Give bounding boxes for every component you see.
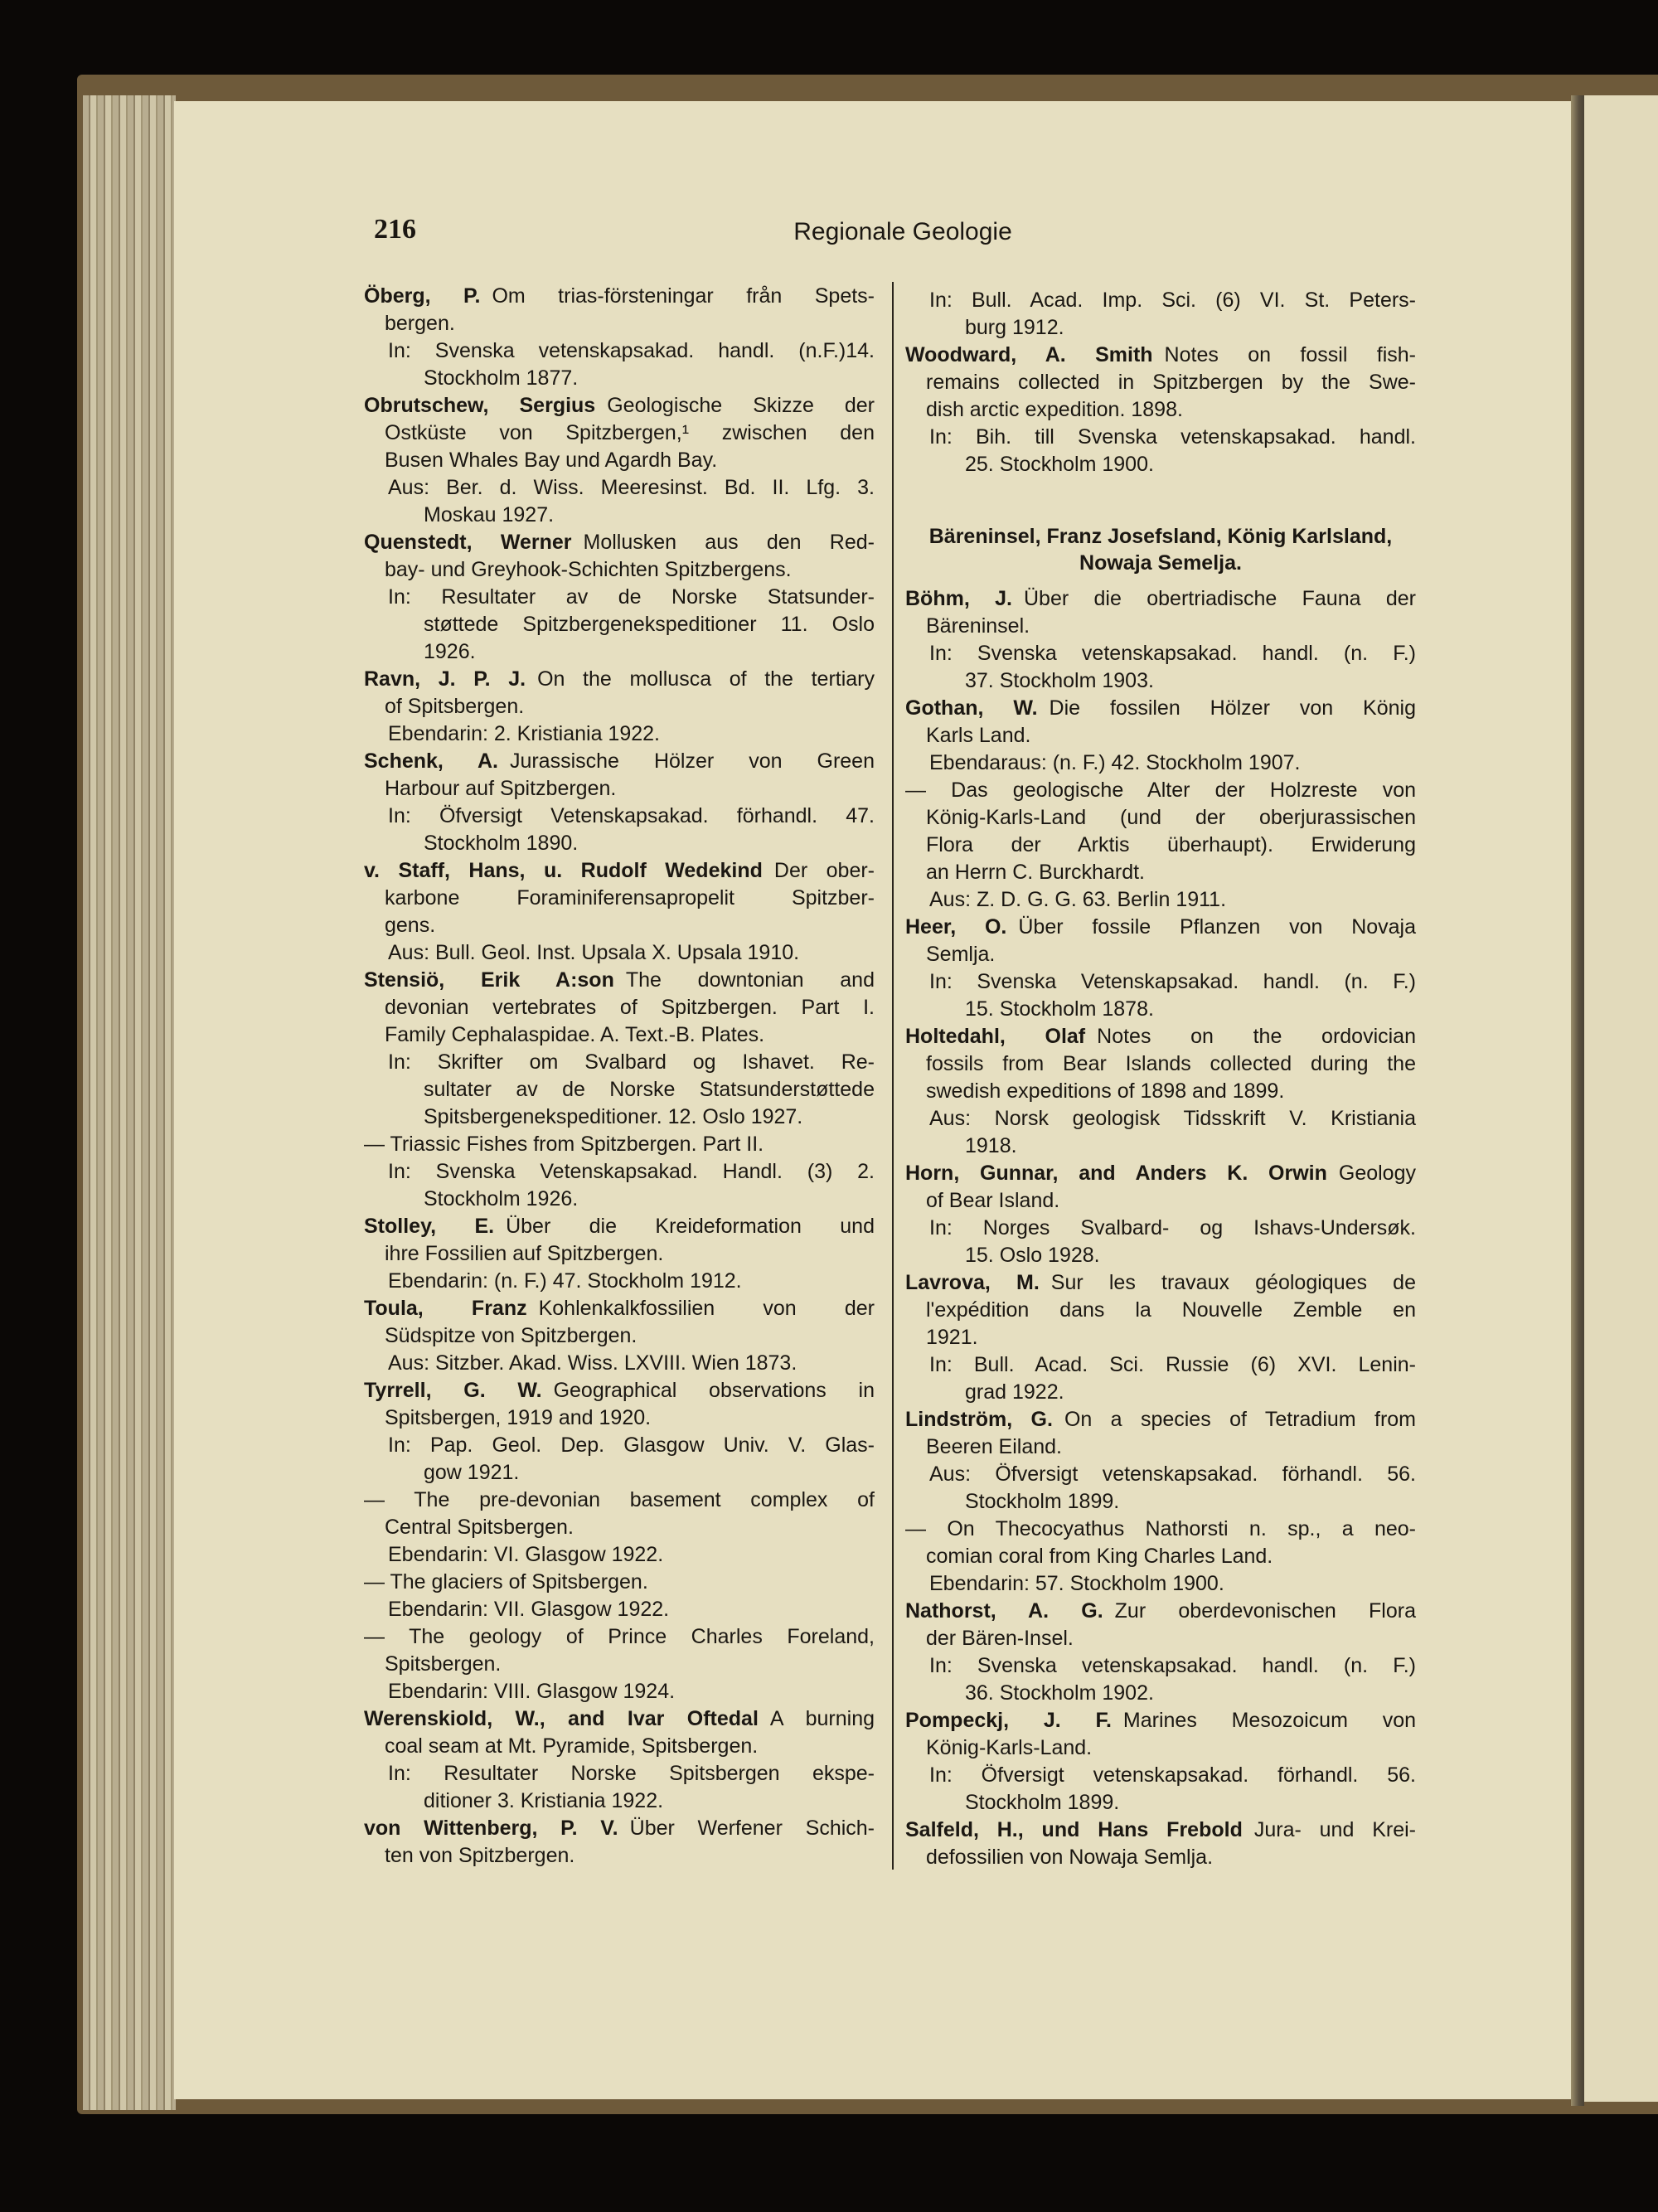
entry-text: 15. Stockholm 1878. [965, 997, 1154, 1021]
entry-text: sultater av de Norske Statsunderstøttede [424, 1078, 875, 1101]
section-heading-line: Bäreninsel, Franz Josefsland, König Karlsland, [928, 525, 1393, 548]
entry-author: Nathorst, A. G. [905, 1599, 1103, 1623]
entry-author: Lavrova, M. [905, 1271, 1040, 1294]
entry-line [364, 611, 875, 638]
bibliography-entry [364, 967, 875, 1131]
entry-line [905, 640, 1416, 667]
entry-line [905, 1351, 1416, 1379]
entry-line [364, 885, 875, 912]
entry-author: Böhm, J. [905, 587, 1012, 610]
right-column-bottom [905, 585, 1416, 1871]
entry-text: Aus: Norsk geologisk Tidsskrift V. Kristiania [929, 1107, 1416, 1130]
entry-text: Sur les travaux géologiques de [1050, 1271, 1416, 1294]
entry-text: Aus: Bull. Geol. Inst. Upsala X. Upsala 1910. [388, 941, 800, 964]
entry-text: Über Werfener Schich- [629, 1817, 875, 1840]
bibliography-entry [905, 695, 1416, 777]
entry-line [364, 529, 875, 556]
entry-text: Ebendarin: (n. F.) 47. Stockholm 1912. [388, 1269, 742, 1293]
entry-text: Der ober- [773, 859, 875, 882]
entry-text: Semlja. [926, 943, 996, 966]
entry-line [905, 1297, 1416, 1324]
entry-line [364, 912, 875, 939]
entry-author: v. Staff, Hans, u. Rudolf Wedekind [364, 859, 763, 882]
entry-line [364, 1432, 875, 1459]
bibliography-entry [364, 857, 875, 967]
entry-text: Kohlenkalkfossilien von der [538, 1297, 875, 1320]
entry-text: 1926. [424, 640, 476, 663]
entry-line [364, 638, 875, 666]
entry-line [364, 666, 875, 693]
entry-author: Schenk, A. [364, 749, 498, 773]
entry-text: Karls Land. [926, 724, 1031, 747]
entry-line [905, 667, 1416, 695]
section-heading [905, 523, 1416, 576]
bibliography-entry [905, 1269, 1416, 1406]
entry-text: Geographical observations in [553, 1379, 875, 1402]
entry-text: 37. Stockholm 1903. [965, 669, 1154, 692]
entry-text: karbone Foraminiferensapropelit Spitzber- [385, 886, 875, 910]
entry-text: Stockholm 1890. [424, 832, 579, 855]
entry-text: an Herrn C. Burckhardt. [926, 861, 1145, 884]
entry-line [364, 502, 875, 529]
entry-text: — On Thecocyathus Nathorsti n. sp., a neo- [905, 1517, 1416, 1540]
entry-line [905, 585, 1416, 613]
bibliography-subentry [364, 1623, 875, 1705]
entry-line [905, 451, 1416, 478]
bibliography-entry [364, 1295, 875, 1377]
entry-text: Die fossilen Hölzer von König [1049, 696, 1416, 720]
entry-text: Flora der Arktis überhaupt). Erwiderung [926, 833, 1416, 856]
entry-author: Öberg, P. [364, 284, 481, 308]
entry-line [364, 748, 875, 775]
entry-text: Südspitze von Spitzbergen. [385, 1324, 638, 1347]
entry-line [364, 1104, 875, 1131]
entry-line [905, 1324, 1416, 1351]
entry-text: Stockholm 1877. [424, 366, 579, 390]
entry-author: Stolley, E. [364, 1215, 495, 1238]
entry-text: Ebendarin: VII. Glasgow 1922. [388, 1598, 670, 1621]
entry-text: ihre Fossilien auf Spitzbergen. [385, 1242, 664, 1265]
entry-text: König-Karls-Land (und der oberjurassischen [926, 806, 1416, 829]
entry-text: Stockholm 1926. [424, 1187, 579, 1210]
entry-text: In: Norges Svalbard- og Ishavs-Undersøk. [929, 1216, 1416, 1239]
entry-text: Aus: Öfversigt vetenskapsakad. förhandl. 56. [929, 1463, 1416, 1486]
entry-line [364, 556, 875, 584]
entry-line [364, 1705, 875, 1733]
entry-text: Geologische Skizze der [607, 394, 875, 417]
entry-author: Gothan, W. [905, 696, 1038, 720]
entry-line [364, 1541, 875, 1569]
entry-text: Geology [1338, 1162, 1416, 1185]
entry-text: In: Svenska Vetenskapsakad. handl. (n. F.) [929, 970, 1416, 993]
entry-text: støttede Spitzbergenekspeditioner 11. Oslo [424, 613, 875, 636]
entry-text: Aus: Ber. d. Wiss. Meeresinst. Bd. II. Lfg. 3. [388, 476, 875, 499]
entry-line [364, 1131, 875, 1158]
entry-line [364, 830, 875, 857]
entry-line [364, 775, 875, 803]
entry-text: Ebendarin: 57. Stockholm 1900. [929, 1572, 1224, 1595]
entry-text: Moskau 1927. [424, 503, 555, 526]
entry-text: ten von Spitzbergen. [385, 1844, 575, 1867]
entry-line [905, 1433, 1416, 1461]
entry-line [905, 1187, 1416, 1215]
book-gutter [1571, 95, 1584, 2106]
entry-line [905, 1105, 1416, 1133]
entry-line [905, 1133, 1416, 1160]
entry-text: In: Öfversigt Vetenskapsakad. förhandl. 47. [388, 804, 875, 827]
entry-line [905, 424, 1416, 451]
entry-text: of Spitsbergen. [385, 695, 525, 718]
entry-author: Horn, Gunnar, and Anders K. Orwin [905, 1162, 1327, 1185]
entry-line [364, 1788, 875, 1815]
entry-text: Mollusken aus den Red- [583, 531, 875, 554]
entry-line [905, 1789, 1416, 1817]
entry-text: bay- und Greyhook-Schichten Spitzbergens. [385, 558, 792, 581]
entry-text: Ostküste von Spitzbergen,¹ zwischen den [385, 421, 875, 444]
running-title: Regionale Geologie [793, 218, 1012, 245]
entry-text: In: Bih. till Svenska vetenskapsakad. handl. [929, 425, 1416, 449]
entry-text: Central Spitsbergen. [385, 1516, 574, 1539]
entry-line [905, 1461, 1416, 1488]
entry-line [364, 967, 875, 994]
entry-text: In: Öfversigt vetenskapsakad. förhandl. 56. [929, 1763, 1416, 1787]
entry-text: In: Svenska vetenskapsakad. handl. (n.F.)14. [388, 339, 875, 362]
entry-text: Über fossile Pflanzen von Novaja [1018, 915, 1417, 939]
entry-line [905, 1516, 1416, 1543]
entry-line [905, 396, 1416, 424]
entry-line [364, 1076, 875, 1104]
entry-text: — Das geologische Alter der Holzreste von [905, 779, 1416, 802]
entry-line [364, 1514, 875, 1541]
right-column [905, 287, 1416, 1871]
entry-line [364, 1596, 875, 1623]
entry-line [905, 968, 1416, 996]
entry-text: 1921. [926, 1326, 978, 1349]
bibliography-entry [364, 1213, 875, 1295]
entry-text: l'expédition dans la Nouvelle Zemble en [926, 1298, 1416, 1322]
entry-author: Obrutschew, Sergius [364, 394, 596, 417]
bibliography-entry [905, 342, 1416, 478]
entry-line [905, 1762, 1416, 1789]
bibliography-entry [364, 1377, 875, 1487]
entry-text: In: Resultater Norske Spitsbergen ekspe- [388, 1762, 875, 1785]
entry-line [905, 832, 1416, 859]
entry-line [905, 1543, 1416, 1570]
section-heading-line: Nowaja Semelja. [1079, 551, 1242, 575]
entry-text: swedish expeditions of 1898 and 1899. [926, 1079, 1285, 1103]
entry-text: Spitsbergenekspeditioner. 12. Oslo 1927. [424, 1105, 803, 1128]
entry-line [905, 369, 1416, 396]
entry-text: On the mollusca of the tertiary [537, 667, 875, 691]
entry-line [364, 420, 875, 447]
entry-text: devonian vertebrates of Spitzbergen. Part I. [385, 996, 875, 1019]
entry-text: — The pre-devonian basement complex of [364, 1488, 875, 1511]
entry-text: coal seam at Mt. Pyramide, Spitsbergen. [385, 1734, 759, 1758]
entry-text: Notes on the ordovician [1097, 1025, 1416, 1048]
bibliography-entry [905, 1817, 1416, 1871]
entry-line [905, 941, 1416, 968]
entry-line [364, 1733, 875, 1760]
entry-line [905, 1734, 1416, 1762]
bibliography-entry [364, 392, 875, 529]
page-stack-edge [83, 95, 176, 2110]
entry-text: Aus: Z. D. G. G. 63. Berlin 1911. [929, 888, 1227, 911]
entry-text: In: Resultater av de Norske Statsunder- [388, 585, 875, 609]
entry-line [905, 1680, 1416, 1707]
bibliography-subentry [905, 287, 1416, 342]
entry-line [905, 1488, 1416, 1516]
entry-text: 36. Stockholm 1902. [965, 1681, 1154, 1705]
bibliography-entry [364, 283, 875, 392]
entry-text: 25. Stockholm 1900. [965, 453, 1154, 476]
entry-line [905, 1707, 1416, 1734]
entry-author: Tyrrell, G. W. [364, 1379, 542, 1402]
bibliography-subentry [905, 1516, 1416, 1598]
entry-line [905, 1652, 1416, 1680]
entry-line [905, 695, 1416, 722]
entry-line [364, 1295, 875, 1322]
entry-line [364, 803, 875, 830]
bibliography-entry [905, 914, 1416, 1023]
entry-text: Notes on fossil fish- [1164, 343, 1416, 366]
entry-line [364, 1842, 875, 1870]
entry-line [364, 1350, 875, 1377]
entry-text: Jurassische Hölzer von Green [509, 749, 875, 773]
entry-line [364, 474, 875, 502]
entry-text: Zur oberdevonischen Flora [1114, 1599, 1416, 1623]
entry-text: remains collected in Spitzbergen by the Swe- [926, 371, 1416, 394]
entry-text: dish arctic expedition. 1898. [926, 398, 1183, 421]
entry-line [905, 1406, 1416, 1433]
entry-line [905, 1215, 1416, 1242]
entry-text: — The glaciers of Spitsbergen. [364, 1570, 648, 1594]
entry-text: Ebendarin: VI. Glasgow 1922. [388, 1543, 664, 1566]
entry-line [905, 914, 1416, 941]
entry-author: von Wittenberg, P. V. [364, 1817, 618, 1840]
entry-line [905, 1625, 1416, 1652]
entry-text: Family Cephalaspidae. A. Text.-B. Plates. [385, 1023, 765, 1046]
entry-text: — The geology of Prince Charles Foreland, [364, 1625, 875, 1648]
bibliography-entry [364, 666, 875, 748]
entry-text: Über die Kreideformation und [506, 1215, 875, 1238]
entry-text: Ebendarin: 2. Kristiania 1922. [388, 722, 660, 745]
entry-text: defossilien von Nowaja Semlja. [926, 1846, 1214, 1869]
entry-text: Über die obertriadische Fauna der [1023, 587, 1416, 610]
entry-line [364, 1651, 875, 1678]
bibliography-entry [905, 585, 1416, 695]
entry-text: In: Pap. Geol. Dep. Glasgow Univ. V. Glas- [388, 1433, 875, 1457]
entry-line [905, 859, 1416, 886]
entry-line [364, 310, 875, 337]
entry-text: Stockholm 1899. [965, 1791, 1120, 1814]
entry-line [364, 1404, 875, 1432]
entry-text: Ebendarin: VIII. Glasgow 1924. [388, 1680, 676, 1703]
entry-text: In: Svenska vetenskapsakad. handl. (n. F.) [929, 1654, 1416, 1677]
bibliography-subentry [364, 1569, 875, 1623]
entry-text: The downtonian and [625, 968, 875, 992]
bibliography-subentry [364, 1131, 875, 1213]
entry-author: Pompeckj, J. F. [905, 1709, 1112, 1732]
entry-text: In: Svenska Vetenskapsakad. Handl. (3) 2. [388, 1160, 875, 1183]
entry-line [364, 1322, 875, 1350]
entry-line [364, 939, 875, 967]
entry-line [364, 1487, 875, 1514]
entry-line [364, 1623, 875, 1651]
entry-line [905, 996, 1416, 1023]
entry-line [364, 1377, 875, 1404]
entry-author: Woodward, A. Smith [905, 343, 1153, 366]
entry-line [905, 1242, 1416, 1269]
entry-line [905, 613, 1416, 640]
bibliography-subentry [905, 777, 1416, 914]
entry-line [364, 1049, 875, 1076]
entry-text: Ebendaraus: (n. F.) 42. Stockholm 1907. [929, 751, 1301, 774]
entry-line [905, 342, 1416, 369]
entry-text: bergen. [385, 312, 455, 335]
entry-line [905, 1160, 1416, 1187]
entry-author: Lindström, G. [905, 1408, 1053, 1431]
entry-text: Spitsbergen, 1919 and 1920. [385, 1406, 652, 1429]
entry-line [364, 857, 875, 885]
entry-line [364, 994, 875, 1021]
entry-text: gens. [385, 914, 436, 937]
bibliography-subentry [364, 1487, 875, 1569]
entry-text: of Bear Island. [926, 1189, 1060, 1212]
entry-text: Harbour auf Spitzbergen. [385, 777, 617, 800]
entry-line [905, 886, 1416, 914]
entry-text: A burning [769, 1707, 875, 1730]
entry-author: Ravn, J. P. J. [364, 667, 526, 691]
entry-line [905, 1570, 1416, 1598]
entry-text: Spitsbergen. [385, 1652, 502, 1676]
bibliography-entry [905, 1406, 1416, 1516]
entry-line [905, 314, 1416, 342]
entry-line [364, 337, 875, 365]
entry-line [364, 1240, 875, 1268]
bibliography-entry [905, 1023, 1416, 1160]
entry-line [905, 749, 1416, 777]
entry-text: Aus: Sitzber. Akad. Wiss. LXVIII. Wien 1873. [388, 1351, 797, 1375]
entry-text: König-Karls-Land. [926, 1736, 1093, 1759]
entry-line [364, 584, 875, 611]
bibliography-entry [905, 1160, 1416, 1269]
right-column-top [905, 287, 1416, 478]
entry-text: ditioner 3. Kristiania 1922. [424, 1789, 664, 1812]
entry-author: Salfeld, H., und Hans Frebold [905, 1818, 1243, 1841]
entry-text: In: Skrifter om Svalbard og Ishavet. Re- [388, 1050, 875, 1074]
entry-text: Jura- und Krei- [1253, 1818, 1416, 1841]
entry-line [364, 693, 875, 720]
entry-text: comian coral from King Charles Land. [926, 1545, 1273, 1568]
entry-line [905, 1379, 1416, 1406]
entry-author: Stensiö, Erik A:son [364, 968, 614, 992]
entry-text: In: Bull. Acad. Imp. Sci. (6) VI. St. Peters- [929, 289, 1416, 312]
entry-text: On a species of Tetradium from [1064, 1408, 1416, 1431]
bibliography-entry [364, 1705, 875, 1815]
entry-line [364, 1459, 875, 1487]
entry-author: Quenstedt, Werner [364, 531, 572, 554]
entry-line [364, 1186, 875, 1213]
entry-line [364, 720, 875, 748]
entry-text: grad 1922. [965, 1380, 1064, 1404]
entry-text: — Triassic Fishes from Spitzbergen. Part II. [364, 1133, 764, 1156]
entry-text: Beeren Eiland. [926, 1435, 1063, 1458]
entry-line [905, 1050, 1416, 1078]
entry-text: Marines Mesozoicum von [1122, 1709, 1416, 1732]
entry-text: Busen Whales Bay und Agardh Bay. [385, 449, 718, 472]
entry-text: burg 1912. [965, 316, 1064, 339]
entry-author: Holtedahl, Olaf [905, 1025, 1086, 1048]
entry-line [905, 287, 1416, 314]
column-divider [892, 282, 894, 1870]
entry-text: In: Bull. Acad. Sci. Russie (6) XVI. Lenin- [929, 1353, 1416, 1376]
entry-line [364, 447, 875, 474]
entry-line [364, 1021, 875, 1049]
entry-text: Stockholm 1899. [965, 1490, 1120, 1513]
entry-text: der Bären-Insel. [926, 1627, 1074, 1650]
entry-line [364, 1213, 875, 1240]
bibliography-entry [364, 748, 875, 857]
bibliography-entry [364, 529, 875, 666]
entry-line [905, 1844, 1416, 1871]
entry-text: Om trias-försteningar från Spets- [492, 284, 875, 308]
entry-line [364, 1815, 875, 1842]
entry-line [364, 1569, 875, 1596]
entry-text: 1918. [965, 1134, 1017, 1157]
entry-text: Bäreninsel. [926, 614, 1030, 638]
entry-author: Werenskiold, W., and Ivar Oftedal [364, 1707, 759, 1730]
entry-line [364, 1268, 875, 1295]
entry-line [905, 1078, 1416, 1105]
entry-line [905, 777, 1416, 804]
bibliography-entry [905, 1707, 1416, 1817]
entry-line [905, 804, 1416, 832]
entry-line [905, 1023, 1416, 1050]
entry-text: fossils from Bear Islands collected during the [926, 1052, 1416, 1075]
entry-line [364, 365, 875, 392]
entry-author: Toula, Franz [364, 1297, 527, 1320]
entry-line [905, 1269, 1416, 1297]
entry-line [905, 1598, 1416, 1625]
entry-line [364, 1760, 875, 1788]
left-column [364, 283, 875, 1870]
page-number: 216 [374, 214, 416, 245]
bibliography-entry [905, 1598, 1416, 1707]
entry-text: gow 1921. [424, 1461, 520, 1484]
entry-line [905, 722, 1416, 749]
entry-line [364, 1678, 875, 1705]
entry-text: 15. Oslo 1928. [965, 1244, 1100, 1267]
entry-line [364, 1158, 875, 1186]
entry-line [364, 283, 875, 310]
bibliography-entry [364, 1815, 875, 1870]
entry-author: Heer, O. [905, 915, 1007, 939]
entry-line [364, 392, 875, 420]
entry-line [905, 1817, 1416, 1844]
facing-page-edge [1584, 95, 1658, 2102]
entry-text: In: Svenska vetenskapsakad. handl. (n. F.) [929, 642, 1416, 665]
